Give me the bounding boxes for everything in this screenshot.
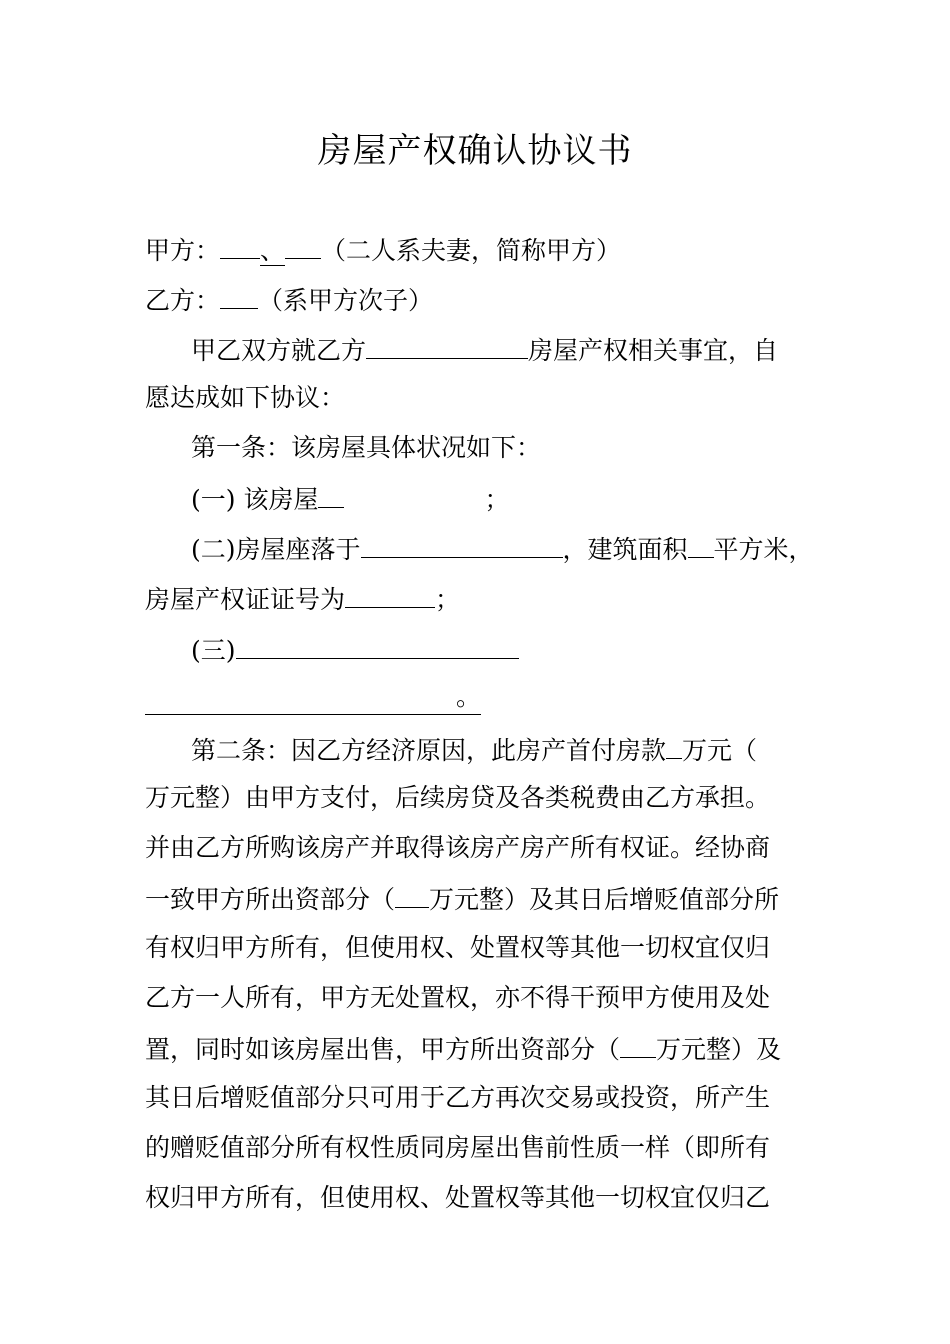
- item-1-end: ；: [484, 485, 510, 514]
- art2-l1a: 第二条：因乙方经济原因，此房产首付房款: [191, 736, 667, 765]
- article-2-line-2: 万元整）由甲方支付，后续房贷及各类税费由乙方承担。: [145, 783, 771, 812]
- article-1-item-3-cont: [145, 680, 481, 714]
- party-a-line: [145, 232, 621, 266]
- article-2-line-5: 有权归甲方所有，但使用权、处置权等其他一切权宜仅归: [145, 933, 771, 962]
- intro-text-a: 甲乙双方就乙方: [191, 336, 367, 365]
- party-b-label: 乙方：: [145, 286, 221, 315]
- article-2-line-8: 其日后增贬值部分只可用于乙方再次交易或投资，所产生: [145, 1083, 771, 1112]
- party-b-note: （系甲方次子）: [258, 286, 434, 315]
- party-b-line: [145, 282, 433, 316]
- item-2-text-c: 平方米，: [713, 535, 814, 564]
- article-2-line-7: [145, 1031, 781, 1065]
- item-2-text-e: ；: [435, 585, 461, 614]
- item-3-blank: [236, 632, 519, 659]
- art2-down-payment-blank: [666, 732, 682, 759]
- article-2-line-3: 并由乙方所购该房产并取得该房产房产所有权证。经协商: [145, 833, 771, 862]
- art2-l7b: 万元整）及: [656, 1035, 782, 1064]
- art2-l1b: 万元（: [682, 736, 758, 765]
- item-2-text-d: 房屋产权证证号为: [145, 585, 346, 614]
- article-2-line-4: [145, 881, 779, 915]
- article-2-line-1: [191, 732, 757, 766]
- article-1-item-2-cont: [145, 581, 460, 615]
- intro-text-b: 房屋产权相关事宜，自: [528, 336, 779, 365]
- item-2-area-blank: [688, 531, 714, 558]
- intro-line-1: [191, 332, 778, 366]
- item-2-location-blank: [361, 531, 563, 558]
- item-1-blank: [318, 481, 344, 508]
- party-a-label: 甲方：: [145, 236, 221, 265]
- article-1-item-2: [191, 531, 814, 565]
- party-a-note: （二人系夫妻，简称甲方）: [321, 236, 622, 265]
- intro-property-blank: [366, 332, 528, 359]
- party-a-name1-blank: [220, 232, 260, 259]
- article-1-heading: 第一条：该房屋具体状况如下：: [191, 433, 542, 462]
- article-2-line-9: 的赠贬值部分所有权性质同房屋出售前性质一样（即所有: [145, 1133, 771, 1162]
- article-2-line-6: 乙方一人所有，甲方无处置权，亦不得干预甲方使用及处: [145, 983, 771, 1012]
- document-title: 房屋产权确认协议书: [317, 131, 633, 171]
- item-2-text-a: (二)房屋座落于: [191, 535, 361, 564]
- art2-l7a: 置，同时如该房屋出售，甲方所出资部分（: [145, 1035, 621, 1064]
- party-b-name-blank: [220, 282, 258, 309]
- party-a-separator: 、: [260, 236, 286, 265]
- art2-amount-blank-2: [620, 1031, 656, 1058]
- item-3-end: 。: [145, 680, 481, 715]
- art2-amount-blank-1: [395, 881, 429, 908]
- art2-l4b: 万元整）及其日后增贬值部分所: [429, 885, 780, 914]
- item-1-label: (一) 该房屋: [191, 485, 319, 514]
- item-3-label: (三): [191, 636, 236, 665]
- article-2-line-10: 权归甲方所有，但使用权、处置权等其他一切权宜仅归乙: [145, 1183, 771, 1212]
- item-2-cert-blank: [345, 581, 435, 608]
- item-2-text-b: ，建筑面积: [562, 535, 688, 564]
- intro-line-2: 愿达成如下协议：: [145, 383, 346, 412]
- party-a-name2-blank: [285, 232, 321, 259]
- art2-l4a: 一致甲方所出资部分（: [145, 885, 396, 914]
- article-1-item-1: [191, 481, 509, 515]
- article-1-item-3: [191, 632, 519, 666]
